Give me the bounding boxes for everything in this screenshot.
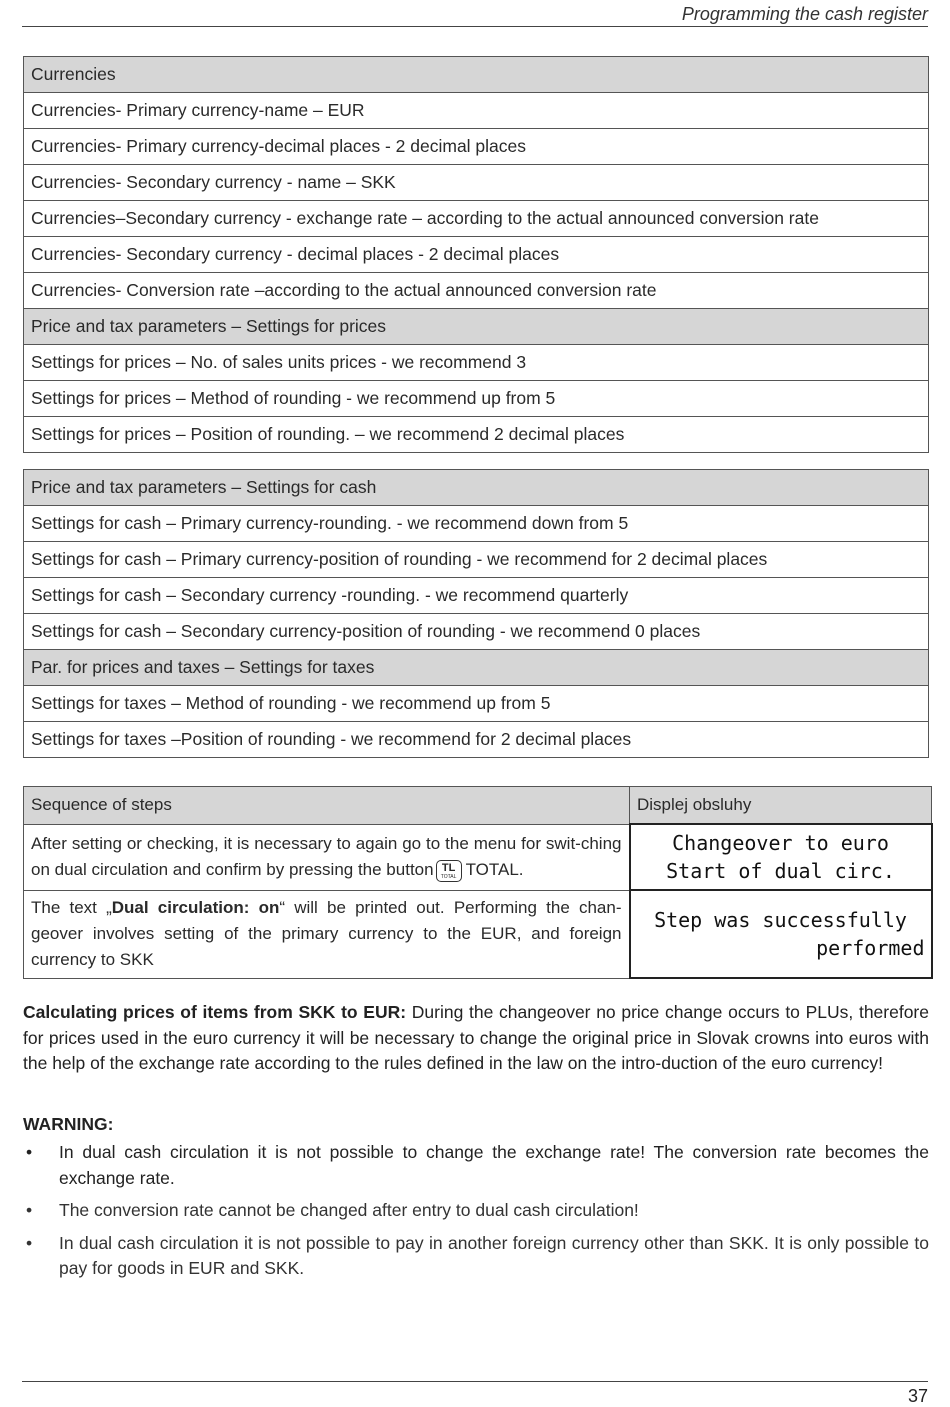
table-row — [24, 93, 929, 129]
table-cell: Settings for taxes – Method of rounding - we recommend up from 5 — [24, 686, 929, 722]
warning-list — [23, 1140, 929, 1289]
paragraph-lead: Calculating prices of items from SKK to EUR: — [23, 1002, 407, 1022]
table-cell: Currencies — [24, 57, 929, 93]
table-cell: Settings for prices – No. of sales units prices - we recommend 3 — [24, 345, 929, 381]
page-number: 37 — [907, 1386, 928, 1406]
step-text-end: TOTAL. — [465, 860, 524, 879]
key-sublabel: TOTAL — [440, 873, 457, 880]
list-item — [23, 1231, 929, 1282]
table-cell: Currencies- Conversion rate –according to the actual announced conversion rate — [24, 273, 929, 309]
key-label: TL — [441, 861, 456, 874]
step-text: After setting or checking, it is necessary to again go to the menu for swit-ching on dual circulation and confirm by pressing the button — [31, 834, 622, 879]
table-row — [24, 470, 929, 506]
footer-rule — [22, 1381, 928, 1382]
table-row — [24, 614, 929, 650]
paragraph-text: During the changeover no price change occurs to PLUs, therefore for prices used in the euro currency it will be necessary to change the original price in Slovak crowns into euros with the help of the exchange rate according to the rules defined in the law on the intro-duction of the euro currency! — [23, 1002, 929, 1073]
steps-table — [23, 786, 933, 979]
table-cell: Settings for cash – Secondary currency -rounding. - we recommend quarterly — [24, 578, 929, 614]
running-header: Programming the cash register — [681, 4, 928, 24]
table-row — [24, 309, 929, 345]
display-line: Start of dual circ. — [666, 859, 895, 883]
table-row — [24, 722, 929, 758]
calculation-paragraph — [23, 1000, 929, 1077]
table-cell: Currencies- Primary currency-decimal places - 2 decimal places — [24, 129, 929, 165]
bullet-icon: • — [26, 1200, 33, 1220]
table-cell: Settings for prices – Position of rounding. – we recommend 2 decimal places — [24, 417, 929, 453]
table-cell: Settings for taxes –Position of rounding - we recommend for 2 decimal places — [24, 722, 929, 758]
step-text: The text „ — [31, 898, 112, 917]
bullet-icon: • — [26, 1142, 33, 1162]
table-row — [24, 201, 929, 237]
cash-tax-settings-table — [23, 469, 929, 758]
table-row — [24, 417, 929, 453]
table-row — [24, 506, 929, 542]
table-cell: Par. for prices and taxes – Settings for taxes — [24, 650, 929, 686]
table-row — [24, 381, 929, 417]
currency-settings-table — [23, 56, 929, 453]
table-cell: Currencies- Primary currency-name – EUR — [24, 93, 929, 129]
display-line: Changeover to euro — [672, 831, 889, 855]
step-text-bold: Dual circulation: on — [111, 898, 280, 917]
table-row — [24, 237, 929, 273]
steps-header-row — [24, 787, 932, 825]
table-cell: Settings for prices – Method of rounding - we recommend up from 5 — [24, 381, 929, 417]
step-description — [24, 890, 630, 978]
step-text: “ will be printed out. Performing the chan-geover involves setting of the primary currency to the EUR, and foreign currency to SKK — [31, 898, 622, 969]
table-row — [24, 165, 929, 201]
display-line: performed — [816, 936, 925, 960]
list-item — [23, 1140, 929, 1191]
table-cell: Settings for cash – Primary currency-rounding. - we recommend down from 5 — [24, 506, 929, 542]
list-item — [23, 1198, 929, 1224]
table-row — [24, 824, 932, 890]
table-cell: Price and tax parameters – Settings for cash — [24, 470, 929, 506]
list-item-text: In dual cash circulation it is not possible to pay in another foreign currency other than SKK. It is only possible to pay for goods in EUR and SKK. — [59, 1232, 929, 1278]
table-cell: Currencies–Secondary currency - exchange rate – according to the actual announced conversion rate — [24, 201, 929, 237]
table-row — [24, 345, 929, 381]
table-row — [24, 273, 929, 309]
header-rule — [22, 26, 928, 27]
display-header: Displej obsluhy — [630, 787, 932, 825]
sequence-header: Sequence of steps — [24, 787, 630, 825]
operator-display — [630, 824, 932, 890]
table-row — [24, 57, 929, 93]
table-row — [24, 686, 929, 722]
list-item-text: In dual cash circulation it is not possible to change the exchange rate! The conversion rate becomes the exchange rate. — [59, 1142, 929, 1188]
total-key-icon — [436, 860, 462, 882]
table-cell: Currencies- Secondary currency - decimal places - 2 decimal places — [24, 237, 929, 273]
table-cell: Settings for cash – Primary currency-position of rounding - we recommend for 2 decimal places — [24, 542, 929, 578]
table-row — [24, 129, 929, 165]
step-description — [24, 824, 630, 890]
table-row — [24, 542, 929, 578]
operator-display — [630, 890, 932, 978]
table-row — [24, 578, 929, 614]
table-row — [24, 650, 929, 686]
bullet-icon: • — [26, 1232, 33, 1253]
list-item-text: The conversion rate cannot be changed after entry to dual cash circulation! — [59, 1200, 639, 1220]
table-row — [24, 890, 932, 978]
warning-title: WARNING: — [23, 1114, 114, 1134]
table-cell: Price and tax parameters – Settings for prices — [24, 309, 929, 345]
table-cell: Settings for cash – Secondary currency-position of rounding - we recommend 0 places — [24, 614, 929, 650]
table-cell: Currencies- Secondary currency - name – SKK — [24, 165, 929, 201]
display-line: Step was successfully — [654, 908, 907, 932]
